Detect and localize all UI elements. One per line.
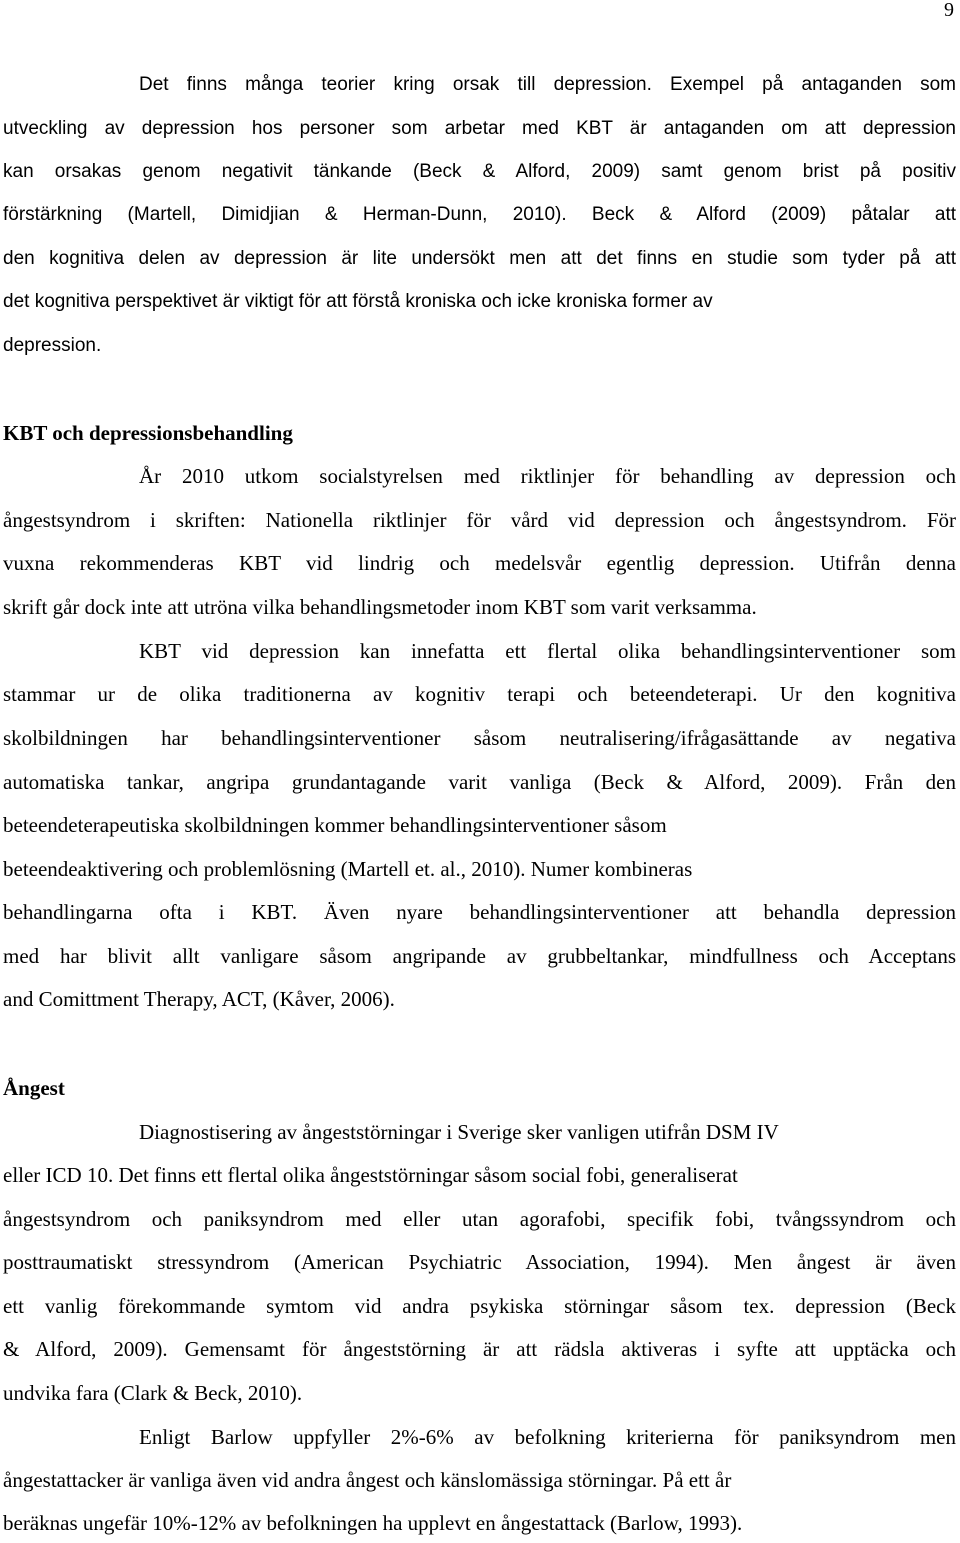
kbt-line: vuxna rekommenderas KBT vid lindrig och medelsvår egentlig depression. Utifrån denna: [3, 551, 956, 575]
angest-line: posttraumatiskt stressyndrom (American Psychiatric Association, 1994). Men ångest är även: [3, 1250, 956, 1274]
section-heading-angest: Ångest: [3, 1076, 65, 1100]
angest-line: ångestsyndrom och paniksyndrom med eller utan agorafobi, specifik fobi, tvångssyndrom och: [3, 1207, 956, 1231]
kbt-line: År 2010 utkom socialstyrelsen med riktlinjer för behandling av depression och: [139, 464, 956, 488]
intro-line: utveckling av depression hos personer som arbetar med KBT är antaganden om att depression: [3, 118, 956, 139]
intro-line: depression.: [3, 335, 102, 356]
kbt-line: beteendeterapeutiska skolbildningen kommer behandlingsinterventioner såsom: [3, 813, 667, 837]
angest-line: ångestattacker är vanliga även vid andra ångest och känslomässiga störningar. På ett år: [3, 1468, 732, 1492]
kbt-line: skrift går dock inte att utröna vilka behandlingsmetoder inom KBT som varit verksamma.: [3, 595, 757, 619]
angest-line: ett vanlig förekommande symtom vid andra psykiska störningar såsom tex. depression (Beck: [3, 1294, 956, 1318]
kbt-line: skolbildningen har behandlingsinterventioner såsom neutralisering/ifrågasättande av negativa: [3, 726, 956, 750]
kbt-line: beteendeaktivering och problemlösning (Martell et. al., 2010). Numer kombineras: [3, 857, 693, 881]
intro-line: den kognitiva delen av depression är lite undersökt men att det finns en studie som tyder på att: [3, 248, 956, 269]
kbt-line: automatiska tankar, angripa grundantagande varit vanliga (Beck & Alford, 2009). Från den: [3, 770, 956, 794]
kbt-line: and Comittment Therapy, ACT, (Kåver, 2006).: [3, 987, 395, 1011]
kbt-line: med har blivit allt vanligare såsom angripande av grubbeltankar, mindfullness och Acceptans: [3, 944, 956, 968]
angest-line: Diagnostisering av ångeststörningar i Sverige sker vanligen utifrån DSM IV: [139, 1120, 779, 1144]
intro-line: det kognitiva perspektivet är viktigt för att förstå kroniska och icke kroniska former av: [3, 291, 713, 312]
angest-line: beräknas ungefär 10%-12% av befolkningen ha upplevt en ångestattack (Barlow, 1993).: [3, 1511, 743, 1535]
angest-line: Enligt Barlow uppfyller 2%-6% av befolkning kriterierna för paniksyndrom men: [139, 1425, 956, 1449]
angest-line: undvika fara (Clark & Beck, 2010).: [3, 1381, 303, 1405]
angest-line: & Alford, 2009). Gemensamt för ångeststörning är att rädsla aktiveras i syfte att upptäcka och: [3, 1337, 956, 1361]
intro-line: Det finns många teorier kring orsak till depression. Exempel på antaganden som: [139, 74, 956, 95]
kbt-line: ångestsyndrom i skriften: Nationella riktlinjer för vård vid depression och ångestsyndrom. För: [3, 508, 956, 532]
intro-line: kan orsakas genom negativit tänkande (Beck & Alford, 2009) samt genom brist på positiv: [3, 161, 956, 182]
kbt-line: stammar ur de olika traditionerna av kognitiv terapi och beteendeterapi. Ur den kognitiva: [3, 682, 956, 706]
section-heading-kbt: KBT och depressionsbehandling: [3, 421, 293, 445]
intro-line: förstärkning (Martell, Dimidjian & Herman-Dunn, 2010). Beck & Alford (2009) påtalar att: [3, 204, 956, 225]
kbt-line: behandlingarna ofta i KBT. Även nyare behandlingsinterventioner att behandla depression: [3, 900, 956, 924]
page-number: 9: [944, 0, 954, 21]
kbt-line: KBT vid depression kan innefatta ett flertal olika behandlingsinterventioner som: [139, 639, 956, 663]
angest-line: eller ICD 10. Det finns ett flertal olika ångeststörningar såsom social fobi, generaliserat: [3, 1163, 738, 1187]
